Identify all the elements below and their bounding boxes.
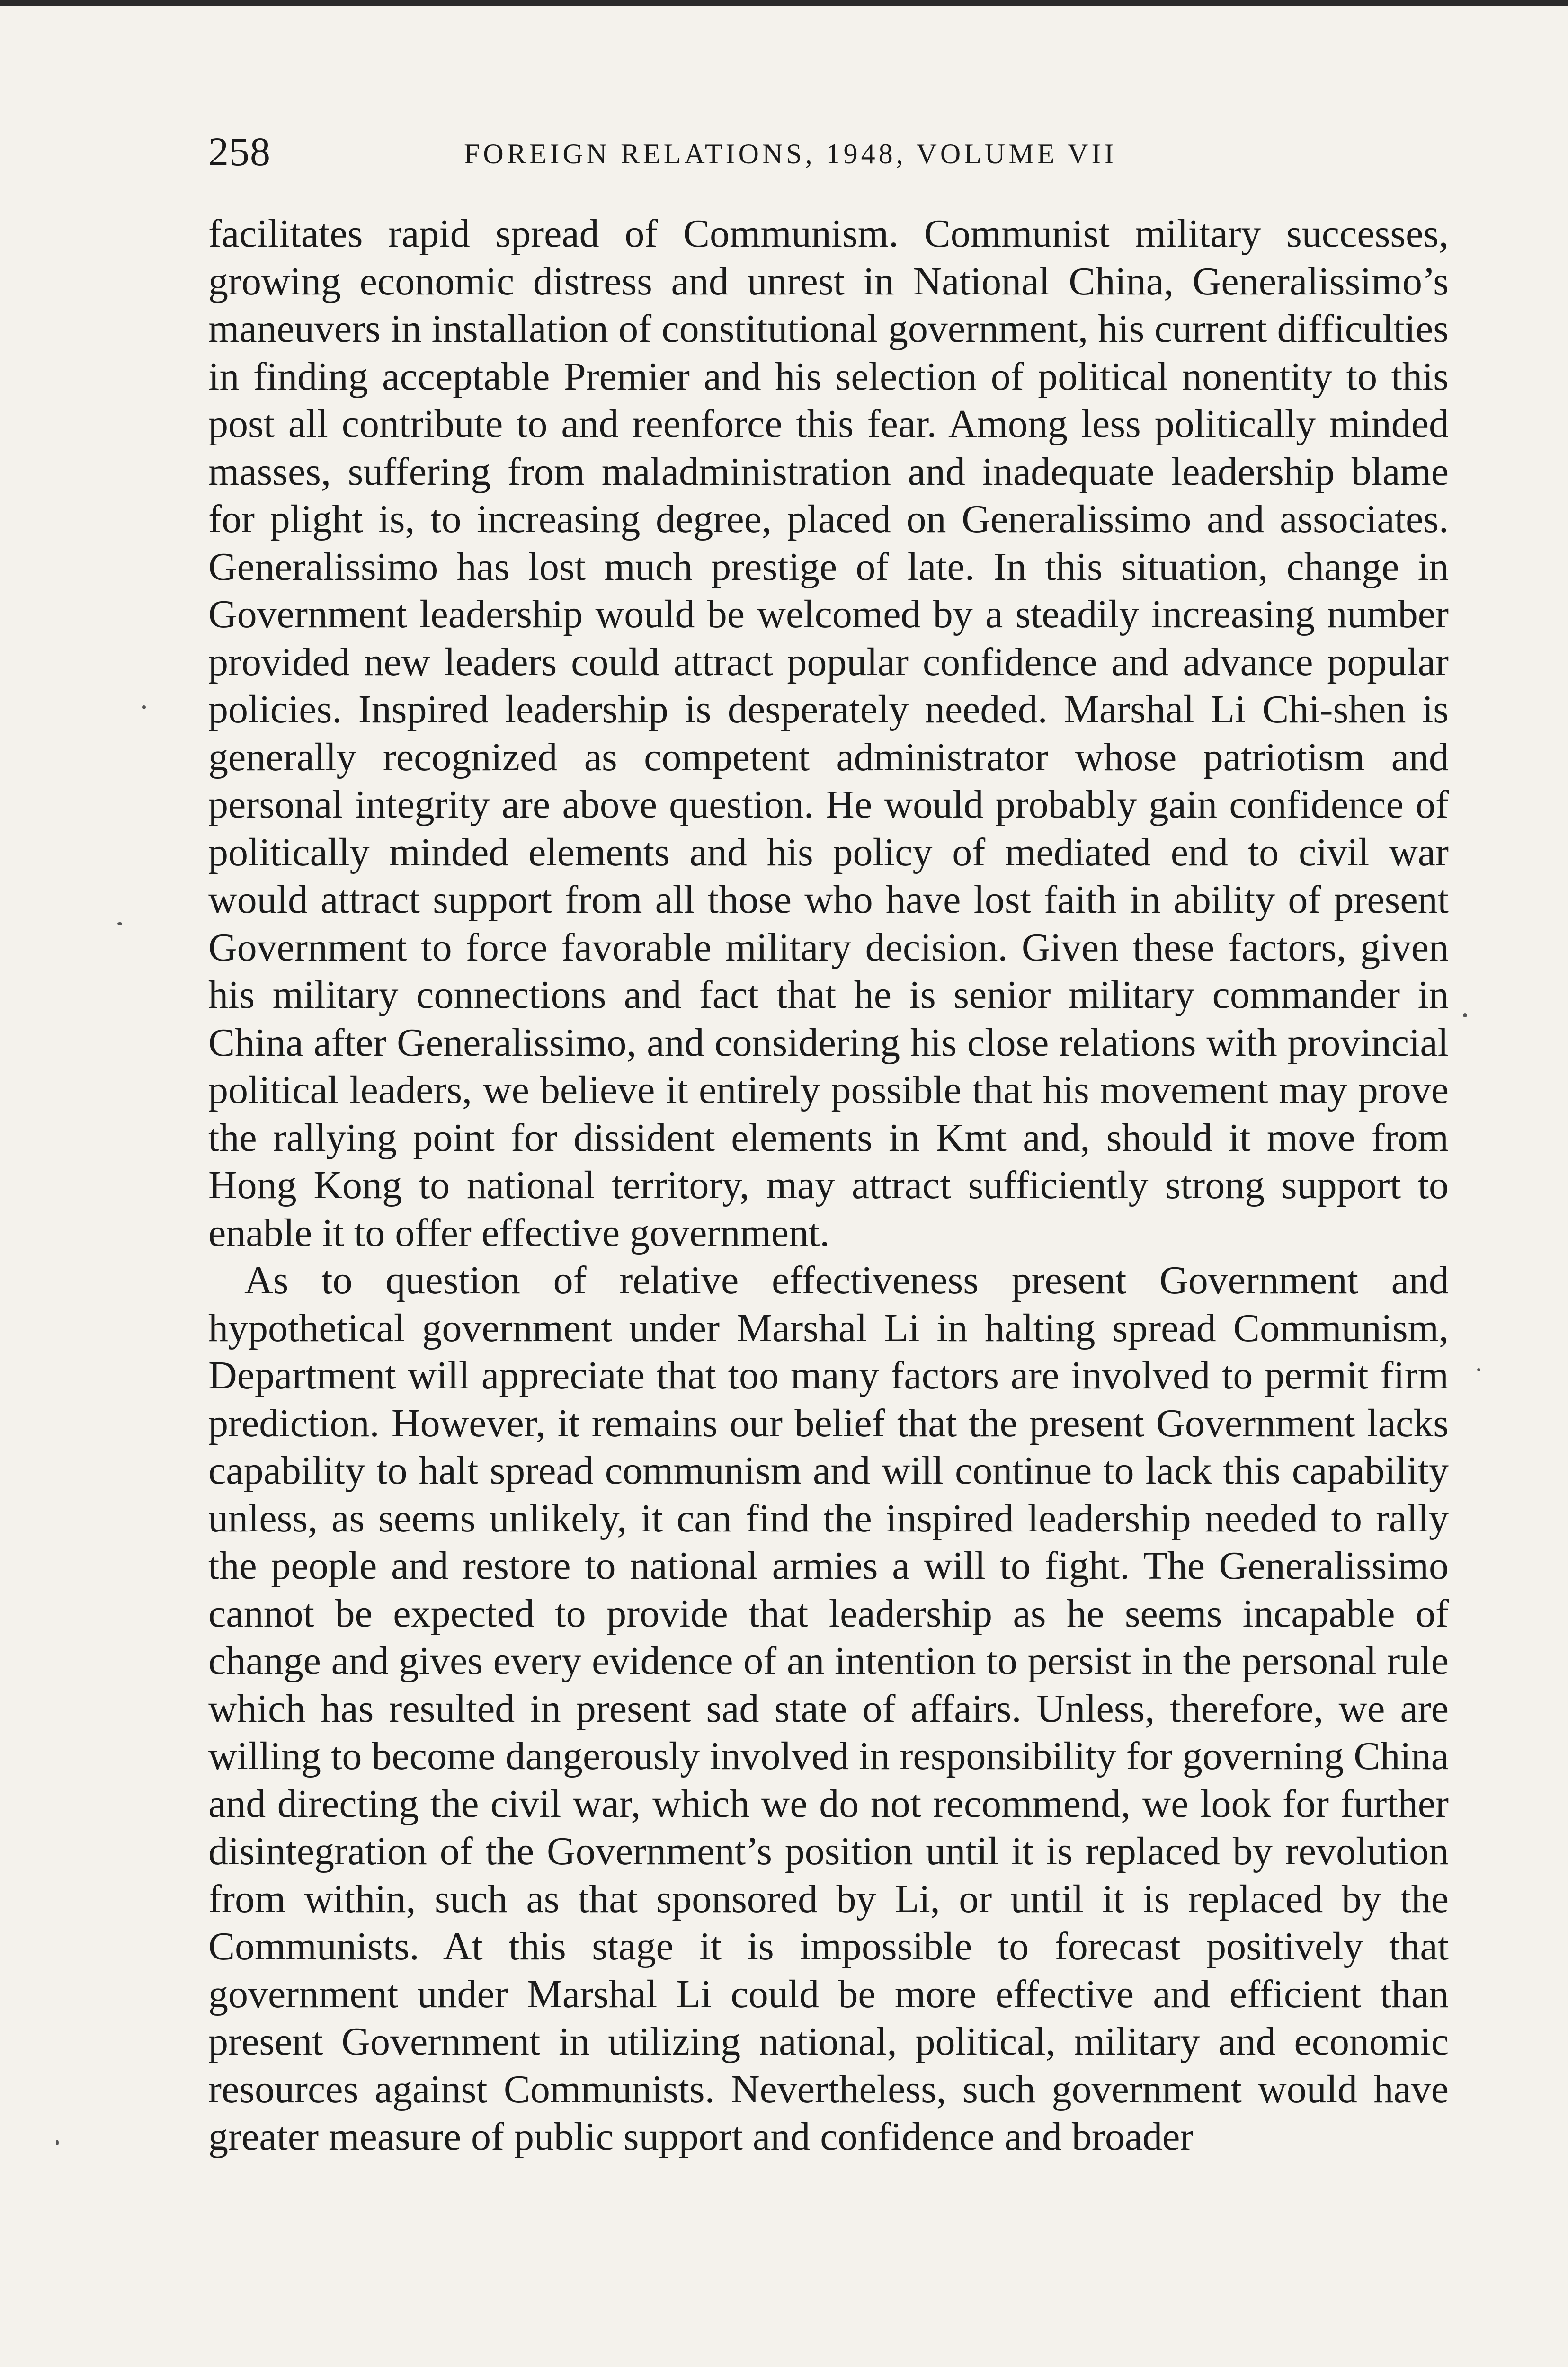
page-number: 258 — [208, 129, 271, 174]
top-edge-rule — [0, 0, 1568, 6]
paragraph-1: facilitates rapid spread of Communism. Communist military successes, growing economic distress and unrest in National China, Generalissimo’s maneuvers in installation of constitutional government, his current difficulties in finding acceptable Premier and his selection of political nonentity to this post all contribute to and reenforce this fear. Among less politically minded masses, suffering from maladministration and inadequate leadership blame for plight is, to increasing degree, placed on Generalissimo and associates. Generalissimo has lost much prestige of late. In this situation, change in Government leadership would be welcomed by a steadily increasing number provided new leaders could attract popular confidence and advance popular policies. Inspired leadership is desperately needed. Marshal Li Chi-shen is generally recognized as competent administrator whose patriotism and personal integrity are above question. He would probably gain confidence of politically minded elements and his policy of mediated end to civil war would attract support from all those who have lost faith in ability of present Government to force favorable military decision. Given these factors, given his military connections and fact that he is senior military commander in China after Generalissimo, and considering his close relations with provincial political leaders, we believe it entirely possible that his movement may prove the rallying point for dissident elements in Kmt and, should it move from Hong Kong to national territory, may attract sufficiently strong support to enable it to offer effective government. — [208, 212, 1449, 1255]
scan-speck — [1463, 1013, 1467, 1017]
running-head: FOREIGN RELATIONS, 1948, VOLUME VII — [464, 138, 1117, 169]
document-body — [208, 210, 1449, 2161]
scan-speck — [142, 705, 146, 709]
page-header — [208, 128, 1449, 180]
scan-speck — [56, 2140, 59, 2145]
paragraph-2: As to question of relative effectiveness present Government and hypothetical government under Marshal Li in halting spread Communism, Department will appreciate that too many factors are involved to permit firm prediction. However, it remains our belief that the present Government lacks capability to halt spread communism and will continue to lack this capability unless, as seems unlikely, it can find the inspired leadership needed to rally the people and restore to national armies a will to fight. The Generalissimo cannot be expected to provide that leadership as he seems incapable of change and gives every evidence of an intention to persist in the personal rule which has resulted in present sad state of affairs. Unless, therefore, we are willing to become dangerously involved in responsibility for governing China and directing the civil war, which we do not recommend, we look for further disintegration of the Government’s position until it is replaced by revolution from within, such as that sponsored by Li, or until it is replaced by the Communists. At this stage it is impossible to forecast positively that government under Marshal Li could be more effective and efficient than present Government in utilizing national, political, military and economic resources against Communists. Nevertheless, such government would have greater measure of public support and confidence and broader — [208, 1258, 1449, 2159]
scan-speck — [1477, 1368, 1480, 1371]
scan-speck — [117, 922, 122, 925]
